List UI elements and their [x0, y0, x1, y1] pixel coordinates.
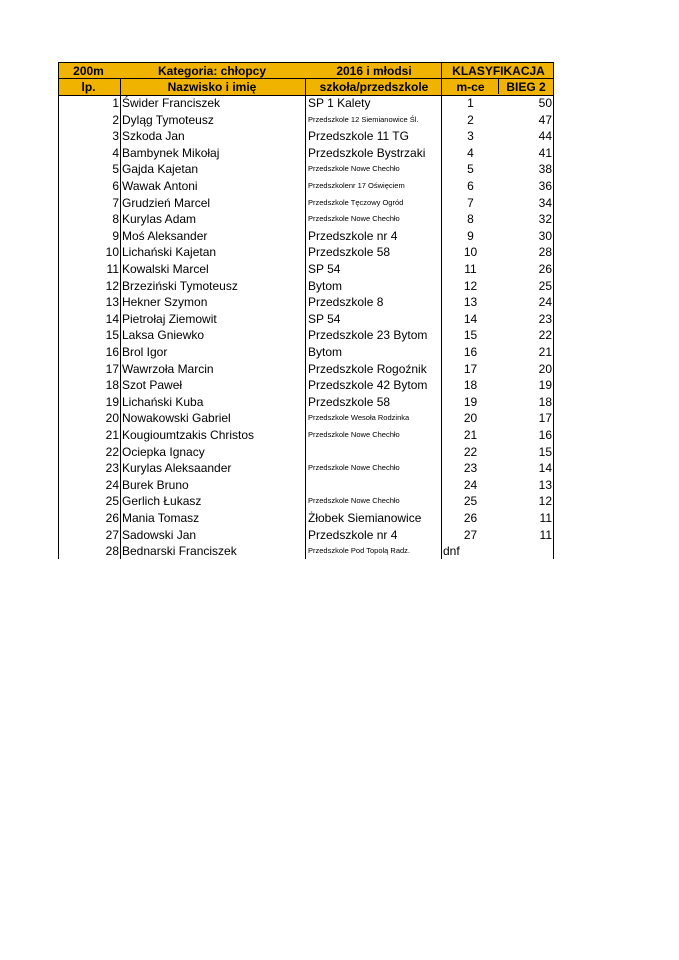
- school-cell: Bytom: [308, 345, 343, 359]
- place-cell: 25: [463, 494, 478, 509]
- place-cell: 24: [463, 477, 478, 492]
- points-cell: 12: [538, 494, 552, 509]
- points-cell: 22: [538, 328, 552, 343]
- points-cell: 16: [538, 428, 552, 442]
- lp-cell: 7: [112, 195, 119, 210]
- place-cell: 7: [467, 195, 474, 210]
- lp-cell: 5: [112, 162, 119, 177]
- points-cell: 28: [538, 245, 552, 260]
- points-cell: 18: [538, 394, 552, 409]
- place-cell: 14: [463, 311, 478, 326]
- place-cell: 19: [463, 394, 478, 409]
- name-cell: Moś Aleksander: [122, 228, 208, 243]
- points-cell: 20: [538, 361, 552, 376]
- school-cell: Przedszkole Nowe Chechło: [308, 164, 400, 174]
- points-cell: 21: [538, 345, 552, 359]
- table-row: [58, 261, 554, 278]
- place-cell: 27: [463, 527, 478, 542]
- table-row: [58, 178, 554, 195]
- lp-cell: 13: [105, 295, 119, 310]
- table-row: [58, 195, 554, 212]
- place-cell: 21: [463, 428, 478, 442]
- lp-cell: 23: [105, 461, 119, 476]
- name-cell: Nowakowski Gabriel: [122, 411, 231, 426]
- lp-cell: 8: [112, 212, 119, 227]
- name-cell: Wawrzoła Marcin: [122, 361, 214, 376]
- table-row: [58, 527, 554, 544]
- school-cell: Przedszkole nr 4: [308, 527, 398, 542]
- grid-line: [58, 62, 59, 559]
- name-cell: Sadowski Jan: [122, 527, 197, 542]
- lp-cell: 27: [105, 527, 119, 542]
- lp-cell: 22: [105, 444, 119, 459]
- school-cell: Przedszkole Nowe Chechło: [308, 430, 400, 439]
- name-cell: Kowalski Marcel: [122, 262, 209, 276]
- name-cell: Świder Franciszek: [122, 96, 221, 110]
- points-cell: 19: [538, 378, 552, 393]
- lp-cell: 15: [105, 328, 119, 343]
- table-row: [58, 510, 554, 527]
- column-header-school: szkoła/przedszkole: [319, 80, 429, 94]
- school-cell: [308, 444, 440, 461]
- place-cell: 3: [467, 129, 474, 144]
- school-cell: Przedszkole 58: [308, 394, 391, 409]
- points-cell: 15: [538, 444, 552, 459]
- grid-line: [498, 78, 499, 94]
- column-header-lp: lp.: [81, 80, 96, 94]
- school-cell: Żłobek Siemianowice: [308, 511, 422, 525]
- points-cell: 30: [538, 228, 552, 243]
- place-cell: 6: [467, 179, 474, 193]
- school-cell: SP 1 Kalety: [308, 96, 371, 110]
- table-row: [58, 244, 554, 261]
- place-cell: 11: [464, 262, 477, 276]
- lp-cell: 3: [112, 129, 119, 144]
- place-cell: 17: [463, 361, 478, 376]
- place-cell: 16: [463, 345, 478, 359]
- school-cell: Przedszkolenr 17 Oświęciem: [308, 181, 405, 190]
- lp-cell: 26: [105, 511, 119, 525]
- table-row: [58, 211, 554, 228]
- lp-cell: 12: [105, 278, 119, 293]
- name-cell: Kurylas Aleksaander: [122, 461, 232, 476]
- points-cell: 44: [538, 129, 552, 144]
- name-cell: Bednarski Franciszek: [122, 544, 237, 559]
- header-row-columns: [58, 78, 554, 96]
- school-cell: Przedszkole 12 Siemianowice Śl.: [308, 114, 419, 124]
- table-row: [58, 444, 554, 461]
- place-cell: 1: [467, 96, 474, 110]
- place-cell: 5: [467, 162, 474, 177]
- table-row: [58, 394, 554, 411]
- column-header-run: BIEG 2: [506, 80, 546, 94]
- points-cell: 11: [539, 511, 552, 525]
- school-cell: Przedszkole Nowe Chechło: [308, 496, 400, 506]
- lp-cell: 16: [105, 345, 119, 359]
- school-cell: Przedszkole Rogoźnik: [308, 361, 427, 376]
- distance-label: 200m: [73, 64, 104, 78]
- points-cell: 41: [538, 145, 552, 160]
- lp-cell: 6: [112, 179, 119, 193]
- school-cell: Przedszkole Pod Topolą Radz.: [308, 546, 411, 556]
- lp-cell: 14: [105, 311, 119, 326]
- place-cell: 10: [463, 245, 478, 260]
- name-cell: Bambynek Mikołaj: [122, 145, 220, 160]
- lp-cell: 25: [105, 494, 119, 509]
- lp-cell: 28: [105, 544, 119, 559]
- place-cell: 15: [463, 328, 478, 343]
- name-cell: Gajda Kajetan: [122, 162, 199, 177]
- school-cell: Przedszkole 11 TG: [308, 129, 409, 144]
- points-cell: 38: [538, 162, 552, 177]
- name-cell: Lichański Kuba: [122, 394, 204, 409]
- school-cell: Przedszkole Nowe Chechło: [308, 214, 400, 224]
- points-cell: 17: [538, 411, 552, 426]
- school-cell: SP 54: [308, 311, 341, 326]
- grid-line: [441, 62, 442, 559]
- place-cell: 18: [463, 378, 478, 393]
- school-cell: Przedszkole Wesoła Rodzinka: [308, 413, 410, 423]
- classification-label: KLASYFIKACJA: [452, 64, 545, 78]
- name-cell: Burek Bruno: [122, 477, 189, 492]
- lp-cell: 20: [105, 411, 119, 426]
- name-cell: Grudzień Marcel: [122, 195, 211, 210]
- age-label: 2016 i młodsi: [336, 64, 412, 78]
- name-cell: Brol Igor: [122, 345, 168, 359]
- table-row: [58, 327, 554, 344]
- place-cell: 4: [467, 145, 474, 160]
- name-cell: Lichański Kajetan: [122, 245, 217, 260]
- table-row: [58, 477, 554, 494]
- lp-cell: 17: [105, 361, 119, 376]
- points-cell: 14: [538, 461, 552, 476]
- points-cell: 34: [538, 195, 552, 210]
- place-cell: 9: [467, 228, 474, 243]
- name-cell: Dyląg Tymoteusz: [122, 112, 214, 127]
- points-cell: 11: [539, 527, 552, 542]
- table-row: [58, 145, 554, 162]
- school-cell: Przedszkole 23 Bytom: [308, 328, 428, 343]
- place-cell: 23: [463, 461, 478, 476]
- table-row: [58, 228, 554, 245]
- school-cell: Przedszkole nr 4: [308, 228, 398, 243]
- place-cell: 22: [463, 444, 478, 459]
- name-cell: Wawak Antoni: [122, 179, 198, 193]
- lp-cell: 11: [106, 262, 119, 276]
- name-cell: Gerlich Łukasz: [122, 494, 202, 509]
- name-cell: Szot Paweł: [122, 378, 183, 393]
- school-cell: Bytom: [308, 278, 343, 293]
- table-row: [58, 460, 554, 477]
- table-row: [58, 112, 554, 129]
- name-cell: Kougioumtzakis Christos: [122, 428, 255, 442]
- place-cell: 2: [467, 112, 474, 127]
- name-cell: Kurylas Adam: [122, 212, 197, 227]
- table-row: [58, 95, 554, 112]
- table-row: [58, 493, 554, 510]
- table-row: [58, 361, 554, 378]
- place-cell: 26: [463, 511, 478, 525]
- lp-cell: 24: [105, 477, 119, 492]
- lp-cell: 19: [105, 394, 119, 409]
- place-cell: 13: [463, 295, 478, 310]
- column-header-place: m-ce: [456, 80, 485, 94]
- grid-line: [553, 62, 554, 559]
- table-row: [58, 377, 554, 394]
- school-cell: SP 54: [308, 262, 341, 276]
- lp-cell: 2: [112, 112, 119, 127]
- points-cell: [498, 543, 552, 560]
- school-cell: Przedszkole Tęczowy Ogród: [308, 197, 404, 207]
- lp-cell: 1: [112, 96, 119, 110]
- points-cell: 50: [538, 96, 552, 110]
- table-row: [58, 311, 554, 328]
- table-row: [58, 161, 554, 178]
- school-cell: Przedszkole 58: [308, 245, 391, 260]
- grid-line: [120, 78, 121, 559]
- points-cell: 36: [538, 179, 552, 193]
- lp-cell: 4: [112, 145, 119, 160]
- table-row: [58, 543, 554, 560]
- name-cell: Pietrołaj Ziemowit: [122, 311, 217, 326]
- name-cell: Szkoda Jan: [122, 129, 185, 144]
- table-row: [58, 278, 554, 295]
- points-cell: 13: [538, 477, 552, 492]
- points-cell: 47: [538, 112, 552, 127]
- school-cell: [308, 477, 440, 494]
- school-cell: Przedszkole Bystrzaki: [308, 145, 426, 160]
- lp-cell: 18: [105, 378, 119, 393]
- name-cell: Laksa Gniewko: [122, 328, 205, 343]
- lp-cell: 10: [105, 245, 119, 260]
- place-cell: 8: [467, 212, 474, 227]
- school-cell: Przedszkole 42 Bytom: [308, 378, 428, 393]
- name-cell: Hekner Szymon: [122, 295, 208, 310]
- table-row: [58, 294, 554, 311]
- lp-cell: 21: [105, 428, 119, 442]
- place-cell: 12: [463, 278, 478, 293]
- points-cell: 23: [538, 311, 552, 326]
- column-header-name: Nazwisko i imię: [167, 80, 257, 94]
- place-cell: 20: [463, 411, 478, 426]
- grid-line: [305, 78, 306, 559]
- lp-cell: 9: [112, 228, 119, 243]
- table-row: [58, 344, 554, 361]
- school-cell: Przedszkole Nowe Chechło: [308, 463, 400, 473]
- category-label: Kategoria: chłopcy: [157, 64, 267, 78]
- points-cell: 25: [538, 278, 552, 293]
- name-cell: Ociepka Ignacy: [122, 444, 205, 459]
- points-cell: 24: [538, 295, 552, 310]
- name-cell: Mania Tomasz: [122, 511, 200, 525]
- table-row: [58, 128, 554, 145]
- table-row: [58, 427, 554, 444]
- points-cell: 32: [538, 212, 552, 227]
- points-cell: 26: [538, 262, 552, 276]
- name-cell: Brzeziński Tymoteusz: [122, 278, 238, 293]
- table-row: [58, 410, 554, 427]
- place-cell: dnf: [443, 544, 460, 559]
- school-cell: Przedszkole 8: [308, 295, 384, 310]
